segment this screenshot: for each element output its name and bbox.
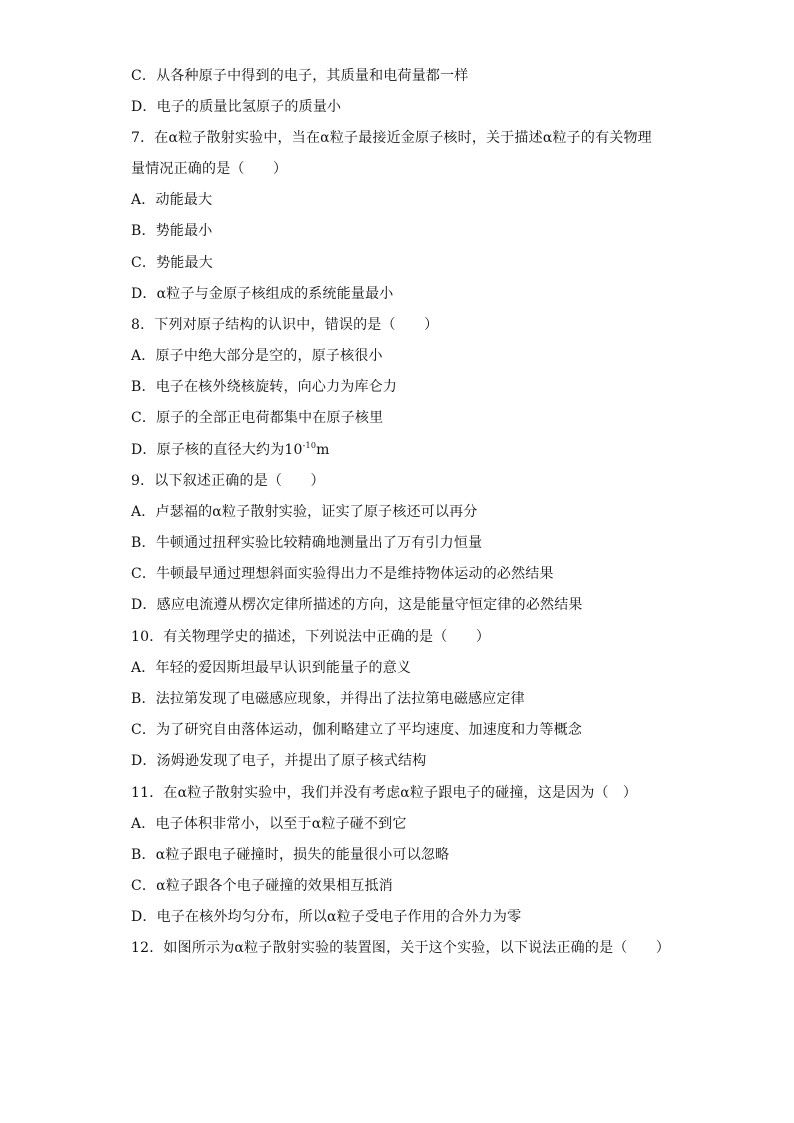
q11-option-a: A．电子体积非常小，以至于α粒子碰不到它 [131,816,407,832]
q9-option-c: C．牛顿最早通过理想斜面实验得出力不是维持物体运动的必然结果 [131,566,554,582]
q9-stem: 9．以下叙述正确的是（ ） [131,473,325,489]
q6-option-d: D．电子的质量比氢原子的质量小 [131,99,342,115]
q7-option-c: C．势能最大 [131,255,213,271]
q10-option-b: B．法拉第发现了电磁感应现象，并得出了法拉第电磁感应定律 [131,691,525,707]
q10-stem: 10．有关物理学史的描述，下列说法中正确的是（ ） [131,629,491,645]
q7-option-a: A．动能最大 [131,192,213,208]
q8-option-d-unit: m [316,442,330,458]
q9-option-a: A．卢瑟福的α粒子散射实验，证实了原子核还可以再分 [131,504,478,520]
q11-option-c: C．α粒子跟各个电子碰撞的效果相互抵消 [131,878,393,894]
q8-option-d-line [131,440,691,460]
q6-option-c: C．从各种原子中得到的电子，其质量和电荷量都一样 [131,68,469,84]
q7-stem-line1: 7．在α粒子散射实验中，当在α粒子最接近金原子核时，关于描述α粒子的有关物理 [131,130,652,146]
q11-option-b: B．α粒子跟电子碰撞时，损失的能量很小可以忽略 [131,847,450,863]
q8-stem: 8．下列对原子结构的认识中，错误的是（ ） [131,317,439,333]
q11-stem: 11．在α粒子散射实验中，我们并没有考虑α粒子跟电子的碰撞，这是因为（ ） [131,785,638,801]
q8-option-c: C．原子的全部正电荷都集中在原子核里 [131,410,384,426]
q8-option-b: B．电子在核外绕核旋转，向心力为库仑力 [131,379,398,395]
q7-stem-line2: 量情况正确的是（ ） [131,161,288,177]
q8-option-d-exponent: -10 [302,441,317,450]
q10-option-c: C．为了研究自由落体运动，伽利略建立了平均速度、加速度和力等概念 [131,722,583,738]
q9-option-d: D．感应电流遵从楞次定律所描述的方向，这是能量守恒定律的必然结果 [131,597,583,613]
q11-option-d: D．电子在核外均匀分布，所以α粒子受电子作用的合外力为零 [131,909,522,925]
q10-option-a: A．年轻的爱因斯坦最早认识到能量子的意义 [131,660,412,676]
q7-option-d: D．α粒子与金原子核组成的系统能量最小 [131,286,394,302]
q9-option-b: B．牛顿通过扭秤实验比较精确地测量出了万有引力恒量 [131,535,483,551]
q8-option-a: A．原子中绝大部分是空的，原子核很小 [131,348,383,364]
q12-stem: 12．如图所示为α粒子散射实验的装置图，关于这个实验，以下说法正确的是（ ） [131,940,671,956]
q7-option-b: B．势能最小 [131,223,213,239]
q8-option-d: D．原子核的直径大约为10 [131,442,303,458]
q10-option-d: D．汤姆逊发现了电子，并提出了原子核式结构 [131,753,427,769]
